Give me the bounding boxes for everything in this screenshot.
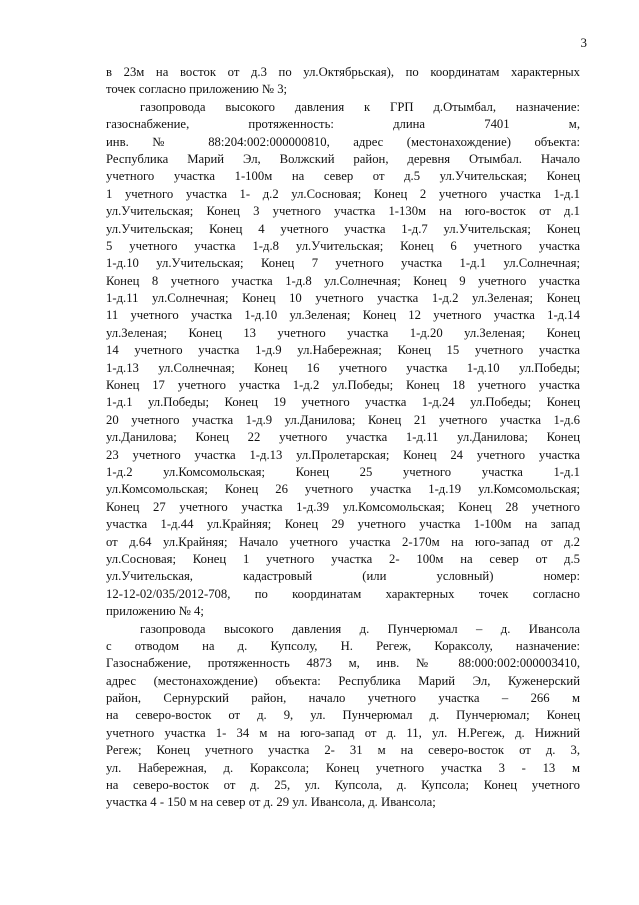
text-line: 5 учетного участка 1-д.8 ул.Учительская; Конец 6 учетного участка xyxy=(106,238,580,253)
text-line: газопровода высокого давления к ГРП д.Отымбал, назначение: xyxy=(140,99,580,114)
document-body xyxy=(106,64,580,812)
text-line: учетного участка 1- 34 м на юго-запад от д. 11, ул. Н.Регеж, д. Нижний xyxy=(106,725,580,740)
text-line: Конец 27 учетного участка 1-д.39 ул.Комсомольская; Конец 28 учетного xyxy=(106,499,580,514)
paragraph xyxy=(106,621,580,812)
text-line: с отводом на д. Купсолу, Н. Регеж, Кораксолу, назначение: xyxy=(106,638,580,653)
text-line: ул.Сосновая; Конец 1 учетного участка 2- 100м на север от д.5 xyxy=(106,551,580,566)
text-line: участка 1-д.44 ул.Крайняя; Конец 29 учетного участка 1-100м на запад xyxy=(106,517,580,532)
text-line: ул.Данилова; Конец 22 учетного участка 1-д.11 ул.Данилова; Конец xyxy=(106,430,580,445)
text-line: приложению № 4; xyxy=(106,604,204,619)
text-line: Газоснабжение, протяженность 4873 м, инв. № 88:000:002:000003410, xyxy=(106,656,580,671)
text-line: Конец 8 учетного участка 1-д.8 ул.Солнечная; Конец 9 учетного участка xyxy=(106,273,580,288)
text-line: ул. Набережная, д. Кораксола; Конец учетного участка 3 - 13 м xyxy=(106,760,580,775)
text-line: 14 учетного участка 1-д.9 ул.Набережная; Конец 15 учетного участка xyxy=(106,343,580,358)
text-line: от д.64 ул.Крайняя; Начало учетного участка 2-170м на юго-запад от д.2 xyxy=(106,534,580,549)
text-line: ул.Зеленая; Конец 13 учетного участка 1-д.20 ул.Зеленая; Конец xyxy=(106,325,580,340)
text-line: учетного участка 1-100м на север от д.5 ул.Учительская; Конец xyxy=(106,169,580,184)
text-line: на северо-восток от д. 9, ул. Пунчерюмал д. Пунчерюмал; Конец xyxy=(106,708,580,723)
text-line: инв. № 88:204:002:000000810, адрес (местонахождение) объекта: xyxy=(106,134,580,149)
text-line: 1-д.11 ул.Солнечная; Конец 10 учетного участка 1-д.2 ул.Зеленая; Конец xyxy=(106,291,580,306)
text-line: 12-12-02/035/2012-708, по координатам характерных точек согласно xyxy=(106,586,580,601)
text-line: 1-д.10 ул.Учительская; Конец 7 учетного участка 1-д.1 ул.Солнечная; xyxy=(106,256,580,271)
text-line: на северо-восток от д. 25, ул. Купсола, д. Купсола; Конец учетного xyxy=(106,778,580,793)
text-line: газоснабжение, протяженность: длина 7401 м, xyxy=(106,117,580,132)
text-line: газопровода высокого давления д. Пунчерюмал – д. Ивансола xyxy=(140,621,580,636)
text-line: Республика Марий Эл, Волжский район, деревня Отымбал. Начало xyxy=(106,151,580,166)
text-line: 20 учетного участка 1-д.9 ул.Данилова; Конец 21 учетного участка 1-д.6 xyxy=(106,412,580,427)
text-line: в 23м на восток от д.3 по ул.Октябрьская), по координатам характерных xyxy=(106,65,580,79)
text-line: район, Сернурский район, начало учетного участка – 266 м xyxy=(106,691,580,706)
text-line: 11 учетного участка 1-д.10 ул.Зеленая; Конец 12 учетного участка 1-д.14 xyxy=(106,308,580,323)
text-line: адрес (местонахождение) объекта: Республика Марий Эл, Куженерский xyxy=(106,673,580,688)
text-line: ул.Учительская; Конец 3 учетного участка 1-130м на юго-восток от д.1 xyxy=(106,204,580,219)
text-line: ул.Учительская, кадастровый (или условный) номер: xyxy=(106,569,580,584)
text-line: ул.Комсомольская; Конец 26 учетного участка 1-д.19 ул.Комсомольская; xyxy=(106,482,580,497)
paragraph xyxy=(106,64,580,99)
text-line: 23 учетного участка 1-д.13 ул.Пролетарская; Конец 24 учетного участка xyxy=(106,447,580,462)
paragraph xyxy=(106,99,580,621)
text-line: 1-д.1 ул.Победы; Конец 19 учетного участка 1-д.24 ул.Победы; Конец xyxy=(106,395,580,410)
text-line: 1-д.2 ул.Комсомольская; Конец 25 учетного участка 1-д.1 xyxy=(106,464,580,479)
text-line: Регеж; Конец учетного участка 2- 31 м на северо-восток от д. 3, xyxy=(106,743,580,758)
text-line: участка 4 - 150 м на север от д. 29 ул. Ивансола, д. Ивансола; xyxy=(106,795,436,810)
text-line: точек согласно приложению № 3; xyxy=(106,82,288,97)
text-line: 1 учетного участка 1- д.2 ул.Сосновая; Конец 2 учетного участка 1-д.1 xyxy=(106,186,580,201)
text-line: ул.Учительская; Конец 4 учетного участка 1-д.7 ул.Учительская; Конец xyxy=(106,221,580,236)
text-line: 1-д.13 ул.Солнечная; Конец 16 учетного участка 1-д.10 ул.Победы; xyxy=(106,360,580,375)
page-number: 3 xyxy=(580,35,587,50)
text-line: Конец 17 учетного участка 1-д.2 ул.Победы; Конец 18 учетного участка xyxy=(106,378,580,393)
